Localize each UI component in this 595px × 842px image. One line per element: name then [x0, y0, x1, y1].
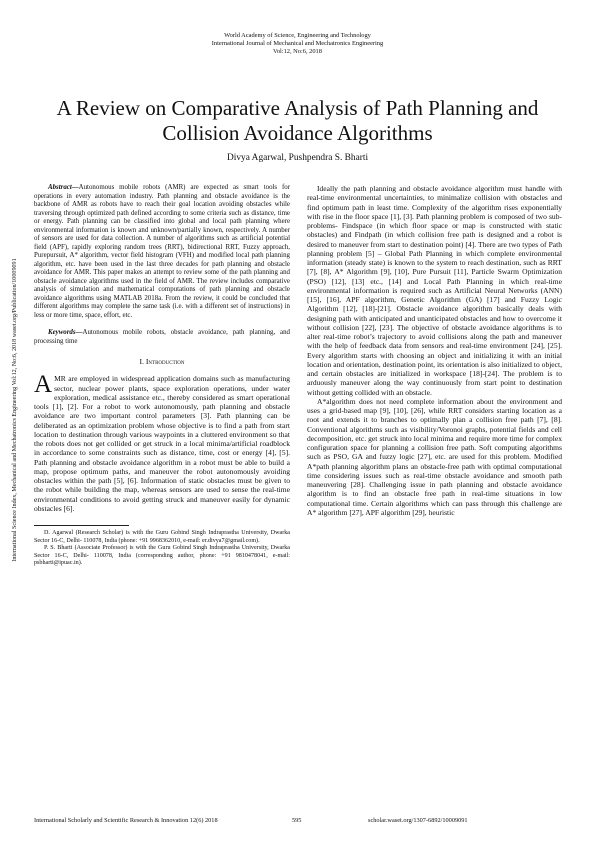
section-heading-introduction	[34, 357, 290, 366]
abstract-text: Autonomous mobile robots (AMR) are expected as smart tools for operations in every automation industry. Path planning and obstacle avoidance is the backbone of AMR as robots have to reach their goal location avoiding obstacles while traversing through optimized path defined according to some criteria such as distance, time or energy. Path planning can be classified into global and local path planning where environmental information is known and unknown/partially known, respectively. A number of sensors are used for data collection. A number of algorithms such as artificial potential field (APF), rapidly exploring random trees (RRT), bidirectional RRT, Fuzzy approach, Purepursuit, A* algorithm, vector field histogram (VFH) and modified local path planning algorithm, etc. have been used in the last three decades for path planning and obstacle avoidance for AMR. This paper makes an attempt to review some of the path planning and obstacle avoidance algorithms used in the field of AMR. The review includes comparative analysis of simulation and mathematical computations of path planning and obstacle avoidance algorithms using MATLAB 2018a. From the review, it could be concluded that different algorithms may complete the same task (i.e. with a different set of instructions) in less or more time, space, effort, etc.	[34, 184, 290, 319]
right-column	[307, 184, 562, 517]
intro-paragraph-3: A*algorithm does not need complete information about the environment and uses a grid-based map [9], [10], [26], while RRT considers starting location as a root and extends it to branches to optimally plan a collision free path [7], [8]. Conventional algorithms such as visibility/Voronoi graphs, potential fields and cell decomposition, etc. get struck into local minima and require more time for complex configuration space for planning a collision free path. Soft computing algorithms such as PSO, GA and fuzzy logic [27], etc. are used for this problem. Modified A*path planning algorithm plans an obstacle-free path with optimal computational time considering issues such as real-time obstacle avoidance and smooth path maneuvering [28]. Challenging issue in path planning and obstacle avoidance algorithm is to find an obstacle free path in real-time situations in low computational time. Certain algorithms which can pass through this challenge are A* algorithm [27], APF algorithm [29], heuristic	[307, 396, 562, 517]
keywords-label: Keywords—	[48, 329, 83, 336]
paper-authors: Divya Agarwal, Pushpendra S. Bharti	[226, 153, 369, 163]
left-column	[34, 184, 290, 568]
intro-paragraph-1	[34, 371, 290, 513]
footer-journal: International Scholarly and Scientific Research & Innovation 12(6) 2018	[34, 817, 218, 824]
footnote-author-1: D. Agarwal (Research Scholar) is with the Guru Gobind Singh Indraprastha University, Dwarka Sector 16-C, Delhi- 110078, India (phone: +91 9968362010, e-mail: er.divya7@gmail.com).	[34, 530, 290, 544]
footer-url: scholar.waset.org/1307-6892/10009091	[368, 817, 468, 824]
sidebar-citation-text: International Science Index, Mechanical and Mechatronics Engineering Vol:12, No:6, 2018 waset.org/Publication/10009091	[12, 258, 18, 562]
keywords-text: Autonomous mobile robots, obstacle avoidance, path planning, and processing time	[34, 329, 290, 345]
header-line-3: Vol:12, No:6, 2018	[273, 48, 322, 55]
sidebar-citation	[4, 200, 26, 620]
footnote-divider	[34, 525, 129, 526]
intro-paragraph-1-text: MR are employed in widespread application domains such as manufacturing sector, nuclear power plants, space exploration operations, under water exploration, medical assistance etc., thereby considered as smart operational tools [1], [2]. For a robot to work autonomously, path planning and obstacle avoidance are two important control parameters [3]. Path planning can be deliberated as an optimization problem whose objective is to find a path from start location to destination through various waypoints in a cluttered environment so that the robots does not get collided or get struck in a local minima/artificial roadblock in accordance to some constraints such as distance, time, cost or energy [4], [5]. Path planning and obstacle avoidance algorithm in a robot must be able to build a map, propose optimum paths, and maneuver the robot autonomously avoiding obstacles within the path [5], [6]. Information of static obstacles must be given to the robot while building the map, whereas sensors are used to sense the real-time environmental conditions to avoid getting struck and maneuver easily for dynamic obstacles [6].	[34, 374, 290, 513]
drop-cap: A	[34, 371, 53, 399]
header-line-1: World Academy of Science, Engineering and Technology	[224, 32, 371, 39]
footnote-author-2: P. S. Bharti (Associate Professor) is with the Guru Gobind Singh Indraprastha University, Dwarka Sector 16-C, Delhi- 110078, India (corresponding author, phone: +91 9810478041, e-mail: psbharti@ipuac.in).	[34, 545, 290, 566]
abstract-label: Abstract—	[48, 184, 79, 191]
section-title: Introduction	[145, 357, 185, 366]
section-numeral: I.	[139, 357, 146, 366]
header-line-2: International Journal of Mechanical and Mechatronics Engineering	[211, 40, 384, 47]
keywords	[34, 329, 290, 346]
intro-paragraph-2: Ideally the path planning and obstacle avoidance algorithm must handle with real-time environmental uncertainties, to minimalize collision with obstacles and find optimum path in least time. Complexity of the algorithm rises exponentially with rise in the floor space [1], [3]. Path planning problem is composed of two sub-problems- Findspace (in which floor space or map is constructed with static obstacles) and Findpath (in which collision free path is designed and a robot is desired to maneuver from start to destination point) [4]. There are two types of Path planning problem [5] – Global Path Planning in which complete environmental information (steady state) is known to the system to reach destination, such as RRT [7], [8], A* Algorithm [9], [10], Pure Pursuit [11], Particle Swarm Optimization (PSO) [12], [13] etc., [14] and Local Path Planning in which real-time environmental information is required such as Artificial Neural Networks (ANN) [15], [16], APF algorithm, Genetic Algorithm (GA) [17] and Fuzzy Logic Algorithm [12], [18]-[21]. Obstacle avoidance algorithm basically deals with designing path with anticipated and unanticipated obstacles and how to overcome it without collision [22], [23]. The objective of obstacle avoidance algorithms is to alter real-time robot’s trajectory to avoid collisions along the path and maneuver with the help of feedback data from sensors and real-time environment [24], [25]. Every algorithm starts with choosing an object and initializing it with an initial location and orientation, destination point, its orientation is also initialized to object, and certain obstacles are initialized in workspace [18]-[24]. The problem is to arduously maneuver along the way continuously from start point to destination without getting collided with an obstacle.	[307, 184, 562, 397]
abstract	[34, 184, 290, 320]
journal-header	[0, 32, 595, 56]
footer-page-number: 595	[292, 817, 302, 824]
paper-title: A Review on Comparative Analysis of Path Planning and Collision Avoidance Algorithms	[56, 96, 539, 145]
